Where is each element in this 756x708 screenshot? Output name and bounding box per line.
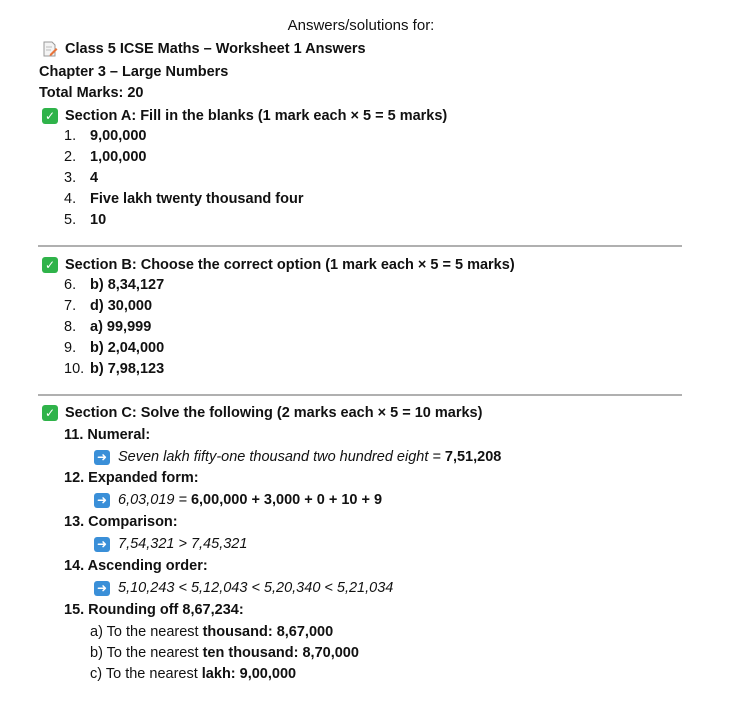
list-item: 4. Five lakh twenty thousand four	[64, 191, 304, 207]
q13-label: 13. Comparison:	[64, 514, 178, 530]
total-marks: Total Marks: 20	[39, 85, 144, 101]
right-arrow-icon: ➜	[94, 450, 110, 465]
q15-label: 15. Rounding off 8,67,234:	[64, 602, 244, 618]
q13-answer: ➜ 7,54,321 > 7,45,321	[94, 536, 247, 552]
intro-text: Answers/solutions for:	[287, 17, 435, 34]
q12-answer: ➜ 6,03,019 = 6,00,000 + 3,000 + 0 + 10 + 9	[94, 492, 382, 508]
section-c-heading	[42, 405, 482, 421]
section-divider	[38, 245, 682, 247]
green-check-icon: ✓	[42, 108, 58, 124]
q11-answer: ➜ Seven lakh fifty-one thousand two hundred eight = 7,51,208	[94, 449, 501, 465]
list-item: 3. 4	[64, 170, 99, 186]
list-item: 10. b) 7,98,123	[64, 361, 165, 377]
green-check-icon: ✓	[42, 257, 58, 273]
q12-label: 12. Expanded form:	[64, 470, 199, 486]
q15-part-b: b) To the nearest ten thousand: 8,70,000	[90, 645, 359, 661]
list-item: 7. d) 30,000	[64, 298, 153, 314]
list-item: 8. a) 99,999	[64, 319, 152, 335]
list-item: 2. 1,00,000	[64, 149, 147, 165]
list-item: 5. 10	[64, 212, 107, 228]
q14-answer: ➜ 5,10,243 < 5,12,043 < 5,20,340 < 5,21,034	[94, 580, 393, 596]
green-check-icon: ✓	[42, 405, 58, 421]
list-item: 1. 9,00,000	[64, 128, 147, 144]
right-arrow-icon: ➜	[94, 581, 110, 596]
title-text: Class 5 ICSE Maths – Worksheet 1 Answers	[65, 41, 366, 57]
q15-part-c: c) To the nearest lakh: 9,00,000	[90, 666, 297, 682]
section-divider	[38, 394, 682, 396]
section-c-title: Section C: Solve the following (2 marks each × 5 = 10 marks)	[65, 405, 483, 421]
q11-label: 11. Numeral:	[64, 427, 151, 443]
q15-part-a: a) To the nearest thousand: 8,67,000	[90, 624, 334, 640]
section-a-heading	[42, 108, 447, 124]
section-b-heading	[42, 257, 515, 273]
section-a-answers	[64, 126, 304, 231]
worksheet-title	[42, 41, 366, 57]
q14-label: 14. Ascending order:	[64, 558, 208, 574]
right-arrow-icon: ➜	[94, 537, 110, 552]
section-b-title: Section B: Choose the correct option (1 mark each × 5 = 5 marks)	[65, 257, 515, 273]
section-a-title: Section A: Fill in the blanks (1 mark each × 5 = 5 marks)	[65, 108, 448, 124]
right-arrow-icon: ➜	[94, 493, 110, 508]
document-pencil-icon	[42, 41, 58, 57]
list-item: 9. b) 2,04,000	[64, 340, 165, 356]
section-b-answers	[64, 275, 164, 380]
list-item: 6. b) 8,34,127	[64, 277, 165, 293]
chapter-label: Chapter 3 – Large Numbers	[39, 64, 229, 80]
